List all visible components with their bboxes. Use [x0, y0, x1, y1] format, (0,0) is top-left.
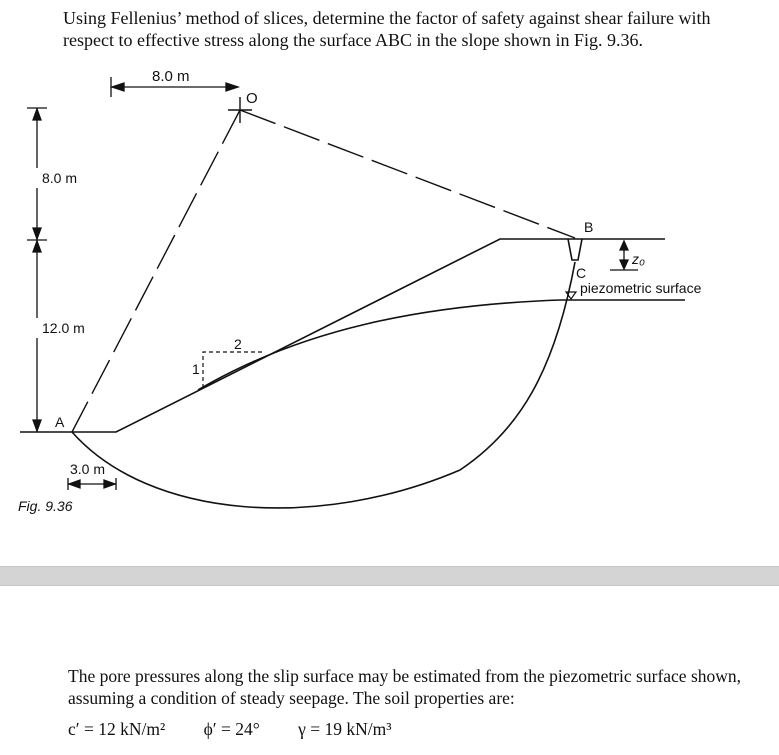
- dim-top-arrow-left: [112, 83, 124, 91]
- piezometric-label: piezometric surface: [580, 280, 702, 296]
- dim-vertical-arrow-1: [33, 109, 41, 120]
- slip-surface: [72, 262, 575, 508]
- dim-bottom-label: 3.0 m: [70, 461, 106, 477]
- ground-line: [20, 239, 665, 432]
- z0-arrow-top: [620, 241, 628, 250]
- soil-properties: [68, 719, 425, 740]
- panel-divider: [0, 566, 779, 586]
- dim-vertical-arrow-3: [33, 241, 41, 252]
- radius-line-ob: [240, 110, 575, 238]
- dim-bottom-arrow-left: [69, 480, 80, 488]
- radius-line-oa: [72, 110, 240, 432]
- gradient-run-label: 2: [234, 336, 242, 352]
- point-o-label: O: [246, 90, 258, 107]
- problem-statement: Using Fellenius’ method of slices, determine the factor of safety against shear failure with respect to effective stress along the surface ABC in the slope shown in Fig. 9.36.: [63, 8, 711, 50]
- figure-caption: Fig. 9.36: [18, 498, 73, 514]
- point-a-label: A: [55, 414, 65, 430]
- z0-arrow-bottom: [620, 260, 628, 269]
- point-c-label: C: [576, 265, 587, 281]
- point-b-label: B: [584, 219, 594, 235]
- unit-weight-value: γ = 19 kN/m³: [298, 719, 392, 739]
- tension-crack: [568, 239, 582, 260]
- dim-bottom-arrow-right: [104, 480, 115, 488]
- dim-vertical-upper-label: 8.0 m: [42, 170, 78, 186]
- gradient-rise-label: 1: [192, 361, 200, 377]
- friction-angle-value: ϕ′ = 24°: [203, 719, 260, 739]
- dim-top-arrow-right: [226, 83, 238, 91]
- dim-top-label: 8.0 m: [152, 68, 190, 85]
- z0-label: z₀: [632, 251, 645, 267]
- dim-vertical-lower-label: 12.0 m: [42, 320, 85, 336]
- dim-vertical-arrow-2: [33, 228, 41, 239]
- cohesion-value: c′ = 12 kN/m²: [68, 719, 166, 739]
- continuation-text: The pore pressures along the slip surface may be estimated from the piezometric surface shown, assuming a condition of steady seepage. The soil properties are:: [68, 666, 742, 708]
- piezometric-line: [198, 300, 685, 390]
- dim-vertical-arrow-4: [33, 420, 41, 431]
